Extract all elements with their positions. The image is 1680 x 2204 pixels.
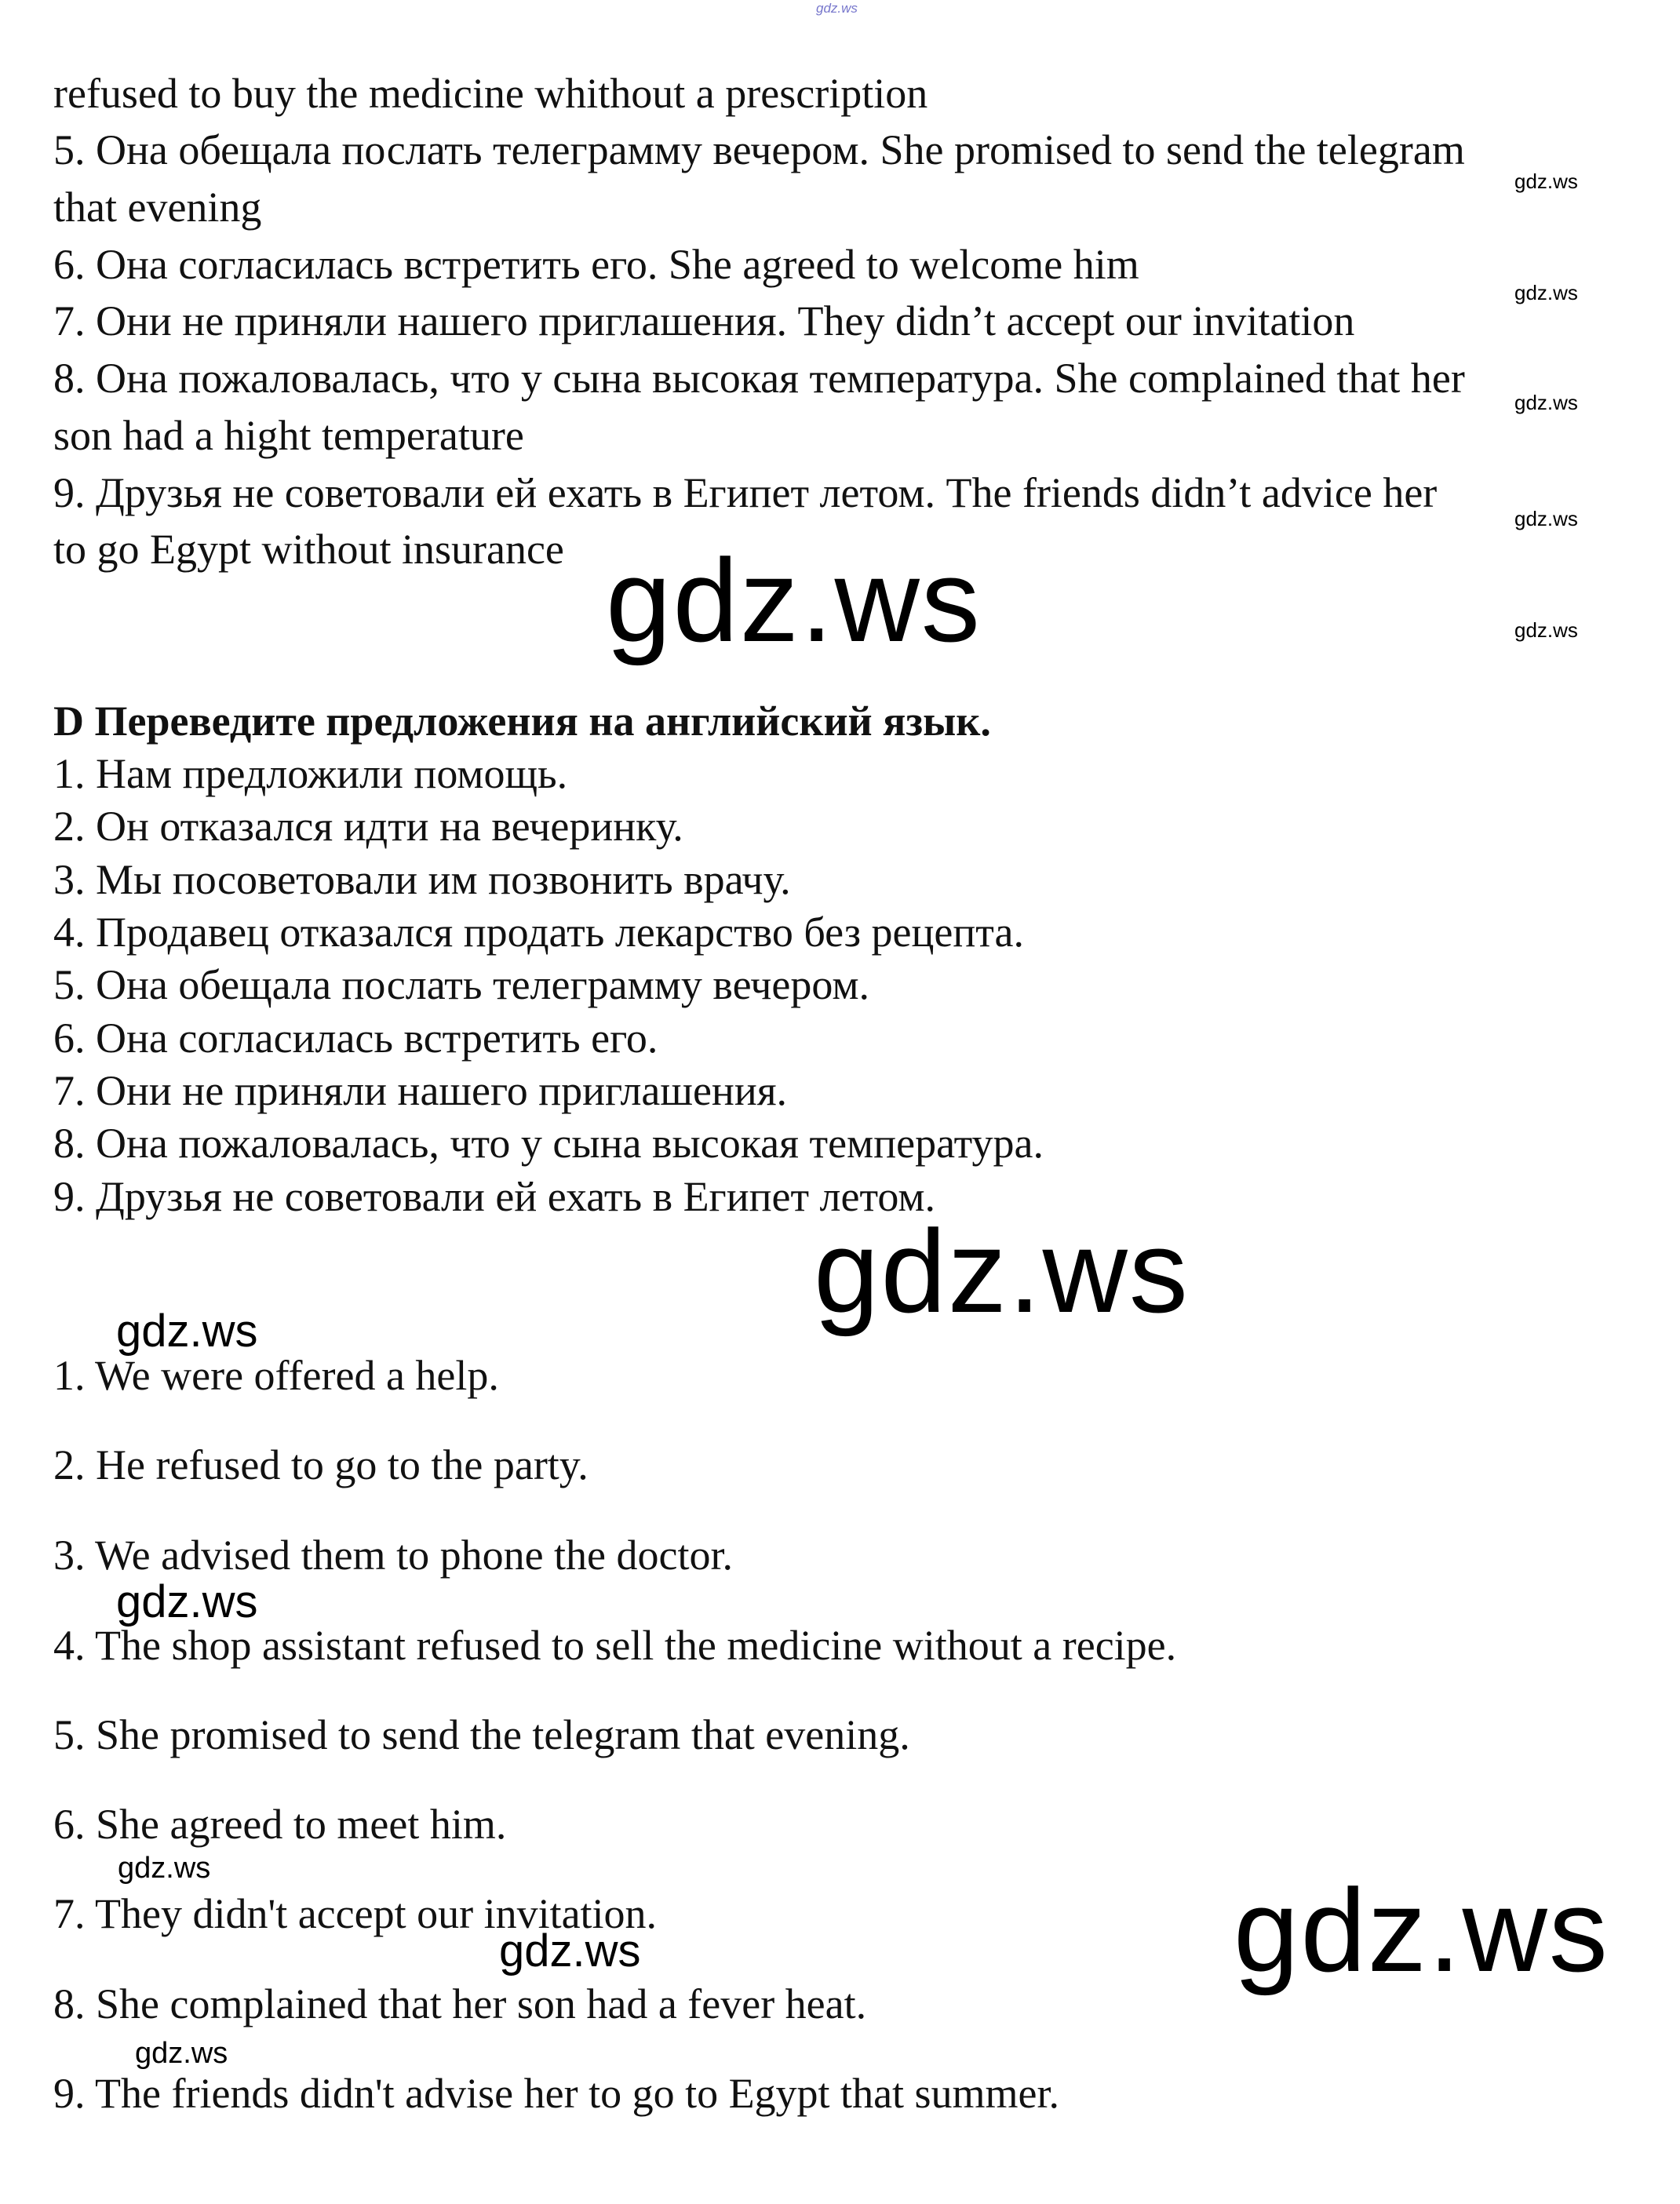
russian-line-1: 1. Нам предложили помощь. bbox=[53, 750, 568, 797]
english-line-9: 9. The friends didn't advise her to go to Egypt that summer. bbox=[53, 2070, 1060, 2117]
top-line-2: 5. Она обещала послать телеграмму вечером. She promised to send the telegram bbox=[53, 126, 1465, 173]
russian-line-2: 2. Он отказался идти на вечеринку. bbox=[53, 803, 683, 850]
watermark-small-1: gdz.ws bbox=[1514, 169, 1578, 193]
watermark-small-2: gdz.ws bbox=[1514, 281, 1578, 304]
watermark-small-3: gdz.ws bbox=[1514, 391, 1578, 414]
top-line-3: that evening bbox=[53, 184, 262, 231]
section-d-heading: D Переведите предложения на английский язык. bbox=[53, 698, 991, 745]
watermark-medium-3: gdz.ws bbox=[499, 1925, 641, 1976]
russian-line-9: 9. Друзья не советовали ей ехать в Египет летом. bbox=[53, 1173, 936, 1220]
watermark-large-3: gdz.ws bbox=[1234, 1864, 1609, 1996]
watermark-large-1: gdz.ws bbox=[606, 534, 982, 666]
top-line-9: to go Egypt without insurance bbox=[53, 526, 564, 573]
english-line-1: 1. We were offered a help. bbox=[53, 1352, 499, 1399]
english-line-2: 2. He refused to go to the party. bbox=[53, 1441, 589, 1488]
top-line-5: 7. Они не приняли нашего приглашения. They didn’t accept our invitation bbox=[53, 297, 1355, 344]
watermark-small-4: gdz.ws bbox=[1514, 507, 1578, 530]
watermark-small-5: gdz.ws bbox=[1514, 618, 1578, 642]
russian-line-8: 8. Она пожаловалась, что у сына высокая температура. bbox=[53, 1120, 1044, 1167]
english-line-5: 5. She promised to send the telegram that evening. bbox=[53, 1711, 910, 1758]
english-line-7: 7. They didn't accept our invitation. bbox=[53, 1890, 658, 1937]
russian-line-6: 6. Она согласилась встретить его. bbox=[53, 1015, 658, 1062]
watermark-large-2: gdz.ws bbox=[814, 1205, 1190, 1337]
top-line-8: 9. Друзья не советовали ей ехать в Египет летом. The friends didn’t advice her bbox=[53, 469, 1438, 516]
top-line-4: 6. Она согласилась встретить его. She agreed to welcome him bbox=[53, 241, 1139, 288]
english-line-6: 6. She agreed to meet him. bbox=[53, 1801, 507, 1848]
english-line-4: 4. The shop assistant refused to sell the medicine without a recipe. bbox=[53, 1622, 1177, 1669]
russian-line-4: 4. Продавец отказался продать лекарство без рецепта. bbox=[53, 909, 1025, 956]
top-line-1: refused to buy the medicine whithout a prescription bbox=[53, 70, 928, 117]
watermark-small-6: gdz.ws bbox=[118, 1852, 211, 1885]
top-line-7: son had a hight temperature bbox=[53, 412, 524, 459]
russian-line-5: 5. Она обещала послать телеграмму вечером. bbox=[53, 961, 870, 1008]
english-line-3: 3. We advised them to phone the doctor. bbox=[53, 1532, 733, 1579]
russian-line-3: 3. Мы посоветовали им позвонить врачу. bbox=[53, 856, 791, 903]
watermark-medium-2: gdz.ws bbox=[116, 1576, 258, 1627]
watermark-small-7: gdz.ws bbox=[135, 2037, 228, 2070]
russian-line-7: 7. Они не приняли нашего приглашения. bbox=[53, 1067, 788, 1114]
top-line-6: 8. Она пожаловалась, что у сына высокая температура. She complained that her bbox=[53, 355, 1465, 402]
watermark-medium-1: gdz.ws bbox=[116, 1306, 258, 1357]
watermark-top: gdz.ws bbox=[816, 1, 858, 16]
english-line-8: 8. She complained that her son had a fever heat. bbox=[53, 1980, 867, 2027]
